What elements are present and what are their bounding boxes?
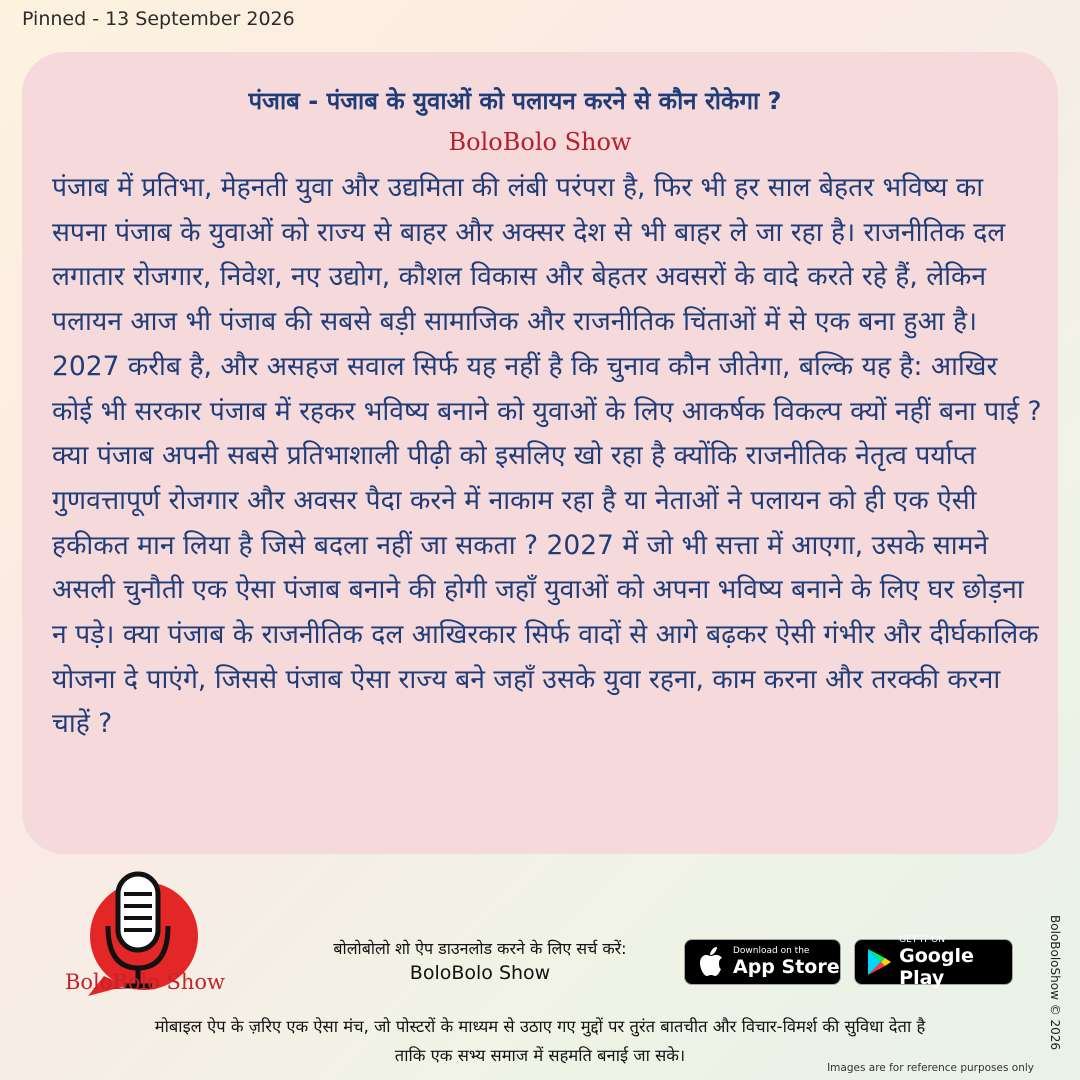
reference-note: Images are for reference purposes only — [827, 1062, 1034, 1074]
pinned-date: Pinned - 13 September 2026 — [22, 8, 295, 30]
description-line: मोबाइल ऐप के ज़रिए एक ऐसा मंच, जो पोस्टरों के माध्यम से उठाए गए मुद्दों पर तुरंत बातचीत और विचार-विमर्श की सुविधा देता है — [154, 1017, 926, 1036]
post-title: पंजाब - पंजाब के युवाओं को पलायन करने से कौन रोकेगा ? — [248, 87, 782, 115]
post-body — [52, 166, 1042, 747]
logo-brand-name: BoloBolo Show — [64, 970, 226, 994]
post-paragraph: पंजाब में प्रतिभा, मेहनती युवा और उद्यमिता की लंबी परंपरा है, फिर भी हर साल बेहतर भविष्य का सपना पंजाब के युवाओं को राज्य से बाहर और अक्सर देश से भी बाहर ले जा रहा है। राजनीतिक दल लगातार रोजगार, निवेश, नए उद्योग, कौशल विकास और बेहतर अवसरों के वादे करते रहे हैं, लेकिन पलायन आज भी पंजाब की सबसे बड़ी सामाजिक और राजनीतिक चिंताओं में से एक बना हुआ है। — [52, 172, 1006, 338]
app-store-button[interactable] — [684, 939, 841, 985]
app-name: BoloBolo Show — [409, 962, 551, 984]
post-paragraph: 2027 करीब है, और असहज सवाल सिर्फ यह नहीं है कि चुनाव कौन जीतेगा, बल्कि यह है: आखिर कोई भी सरकार पंजाब में रहकर भविष्य बनाने को युवाओं के लिए आकर्षक विकल्प क्यों नहीं बना पाई ? क्या पंजाब अपनी सबसे प्रतिभाशाली पीढ़ी को इसलिए खो रहा है क्योंकि राजनीतिक नेतृत्व पर्याप्त गुणवत्तापूर्ण रोजगार और अवसर पैदा करने में नाकाम रहा है या नेताओं ने पलायन को ही एक ऐसी हकीकत मान लिया है जिसे बदला नहीं जा सकता ? 2027 में जो भी सत्ता में आएगा, उसके सामने असली चुनौती एक ऐसा पंजाब बनाने की होगी जहाँ युवाओं को अपना भविष्य बनाने के लिए घर छोड़ना न पड़े। क्या पंजाब के राजनीतिक दल आखिरकार सिर्फ वादों से आगे बढ़कर ऐसी गंभीर और दीर्घकालिक योजना दे पाएंगे, जिससे पंजाब ऐसा राज्य बने जहाँ उसके युवा रहना, काम करना और तरक्की करना चाहें ? — [52, 350, 1042, 740]
description-line: ताकि एक सभ्य समाज में सहमति बनाई जा सके। — [394, 1046, 686, 1065]
app-store-small-label: Download on the — [733, 946, 810, 956]
download-prompt: बोलोबोलो शो ऐप डाउनलोड करने के लिए सर्च करें: — [333, 939, 627, 958]
app-store-label: App Store — [733, 956, 840, 978]
google-play-icon — [863, 948, 895, 976]
copyright-text: BoloBoloShow © 2026 — [1048, 915, 1062, 1051]
post-brand: BoloBolo Show — [448, 128, 632, 156]
google-play-button[interactable] — [854, 935, 1013, 989]
apple-icon — [693, 947, 729, 977]
google-play-small-label: GET IT ON — [899, 935, 945, 945]
google-play-label: Google Play — [899, 945, 974, 989]
